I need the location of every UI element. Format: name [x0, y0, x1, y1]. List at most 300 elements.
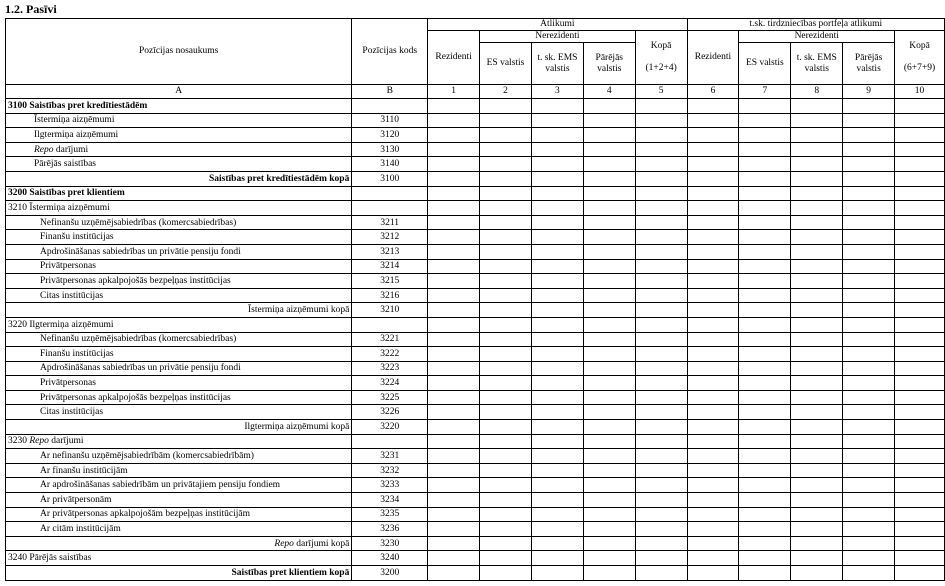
value-cell-col-7[interactable] — [739, 230, 791, 245]
value-cell-col-5[interactable] — [635, 128, 687, 143]
value-cell-col-5[interactable] — [635, 390, 687, 405]
value-cell-col-10[interactable] — [895, 259, 945, 274]
value-cell-col-4[interactable] — [583, 317, 635, 332]
value-cell-col-9[interactable] — [843, 463, 895, 478]
value-cell-col-5[interactable] — [635, 215, 687, 230]
value-cell-col-8[interactable] — [791, 507, 843, 522]
value-cell-col-2[interactable] — [480, 536, 532, 551]
value-cell-col-4[interactable] — [583, 522, 635, 537]
value-cell-col-10[interactable] — [895, 347, 945, 362]
value-cell-col-4[interactable] — [583, 157, 635, 172]
value-cell-col-10[interactable] — [895, 449, 945, 464]
value-cell-col-8[interactable] — [791, 303, 843, 318]
value-cell-col-1[interactable] — [428, 186, 480, 201]
value-cell-col-1[interactable] — [428, 171, 480, 186]
value-cell-col-4[interactable] — [583, 551, 635, 566]
value-cell-col-8[interactable] — [791, 332, 843, 347]
value-cell-col-4[interactable] — [583, 99, 635, 114]
value-cell-col-8[interactable] — [791, 361, 843, 376]
value-cell-col-10[interactable] — [895, 551, 945, 566]
value-cell-col-9[interactable] — [843, 536, 895, 551]
value-cell-col-5[interactable] — [635, 493, 687, 508]
value-cell-col-3[interactable] — [531, 566, 583, 581]
value-cell-col-7[interactable] — [739, 347, 791, 362]
value-cell-col-5[interactable] — [635, 463, 687, 478]
value-cell-col-7[interactable] — [739, 420, 791, 435]
value-cell-col-5[interactable] — [635, 332, 687, 347]
value-cell-col-5[interactable] — [635, 303, 687, 318]
value-cell-col-6[interactable] — [687, 128, 739, 143]
value-cell-col-10[interactable] — [895, 478, 945, 493]
value-cell-col-6[interactable] — [687, 274, 739, 289]
value-cell-col-9[interactable] — [843, 99, 895, 114]
value-cell-col-1[interactable] — [428, 405, 480, 420]
value-cell-col-6[interactable] — [687, 405, 739, 420]
value-cell-col-9[interactable] — [843, 347, 895, 362]
value-cell-col-7[interactable] — [739, 376, 791, 391]
value-cell-col-6[interactable] — [687, 449, 739, 464]
value-cell-col-6[interactable] — [687, 536, 739, 551]
value-cell-col-7[interactable] — [739, 128, 791, 143]
value-cell-col-5[interactable] — [635, 566, 687, 581]
value-cell-col-8[interactable] — [791, 215, 843, 230]
value-cell-col-4[interactable] — [583, 536, 635, 551]
value-cell-col-3[interactable] — [531, 215, 583, 230]
value-cell-col-5[interactable] — [635, 201, 687, 216]
value-cell-col-2[interactable] — [480, 420, 532, 435]
value-cell-col-2[interactable] — [480, 244, 532, 259]
value-cell-col-5[interactable] — [635, 157, 687, 172]
value-cell-col-3[interactable] — [531, 113, 583, 128]
value-cell-col-7[interactable] — [739, 449, 791, 464]
value-cell-col-1[interactable] — [428, 215, 480, 230]
value-cell-col-3[interactable] — [531, 142, 583, 157]
value-cell-col-7[interactable] — [739, 405, 791, 420]
value-cell-col-8[interactable] — [791, 434, 843, 449]
value-cell-col-3[interactable] — [531, 390, 583, 405]
value-cell-col-9[interactable] — [843, 449, 895, 464]
value-cell-col-10[interactable] — [895, 142, 945, 157]
value-cell-col-4[interactable] — [583, 478, 635, 493]
value-cell-col-10[interactable] — [895, 536, 945, 551]
value-cell-col-9[interactable] — [843, 361, 895, 376]
value-cell-col-4[interactable] — [583, 259, 635, 274]
value-cell-col-5[interactable] — [635, 259, 687, 274]
value-cell-col-3[interactable] — [531, 171, 583, 186]
value-cell-col-1[interactable] — [428, 522, 480, 537]
value-cell-col-10[interactable] — [895, 332, 945, 347]
value-cell-col-6[interactable] — [687, 434, 739, 449]
value-cell-col-3[interactable] — [531, 361, 583, 376]
value-cell-col-7[interactable] — [739, 332, 791, 347]
value-cell-col-2[interactable] — [480, 288, 532, 303]
value-cell-col-5[interactable] — [635, 244, 687, 259]
value-cell-col-7[interactable] — [739, 113, 791, 128]
value-cell-col-9[interactable] — [843, 507, 895, 522]
value-cell-col-9[interactable] — [843, 288, 895, 303]
value-cell-col-9[interactable] — [843, 157, 895, 172]
value-cell-col-1[interactable] — [428, 99, 480, 114]
value-cell-col-9[interactable] — [843, 128, 895, 143]
value-cell-col-2[interactable] — [480, 303, 532, 318]
value-cell-col-7[interactable] — [739, 186, 791, 201]
value-cell-col-4[interactable] — [583, 376, 635, 391]
value-cell-col-8[interactable] — [791, 463, 843, 478]
value-cell-col-6[interactable] — [687, 186, 739, 201]
value-cell-col-2[interactable] — [480, 493, 532, 508]
value-cell-col-7[interactable] — [739, 171, 791, 186]
value-cell-col-5[interactable] — [635, 113, 687, 128]
value-cell-col-9[interactable] — [843, 420, 895, 435]
value-cell-col-10[interactable] — [895, 215, 945, 230]
value-cell-col-6[interactable] — [687, 347, 739, 362]
value-cell-col-2[interactable] — [480, 522, 532, 537]
value-cell-col-10[interactable] — [895, 376, 945, 391]
value-cell-col-4[interactable] — [583, 171, 635, 186]
value-cell-col-5[interactable] — [635, 186, 687, 201]
value-cell-col-3[interactable] — [531, 405, 583, 420]
value-cell-col-5[interactable] — [635, 171, 687, 186]
value-cell-col-8[interactable] — [791, 493, 843, 508]
value-cell-col-1[interactable] — [428, 244, 480, 259]
value-cell-col-8[interactable] — [791, 171, 843, 186]
value-cell-col-7[interactable] — [739, 259, 791, 274]
value-cell-col-7[interactable] — [739, 303, 791, 318]
value-cell-col-9[interactable] — [843, 215, 895, 230]
value-cell-col-3[interactable] — [531, 332, 583, 347]
value-cell-col-6[interactable] — [687, 244, 739, 259]
value-cell-col-7[interactable] — [739, 157, 791, 172]
value-cell-col-8[interactable] — [791, 186, 843, 201]
value-cell-col-2[interactable] — [480, 259, 532, 274]
value-cell-col-7[interactable] — [739, 493, 791, 508]
value-cell-col-8[interactable] — [791, 376, 843, 391]
value-cell-col-3[interactable] — [531, 201, 583, 216]
value-cell-col-9[interactable] — [843, 434, 895, 449]
value-cell-col-5[interactable] — [635, 274, 687, 289]
value-cell-col-9[interactable] — [843, 186, 895, 201]
value-cell-col-1[interactable] — [428, 288, 480, 303]
value-cell-col-10[interactable] — [895, 186, 945, 201]
value-cell-col-1[interactable] — [428, 478, 480, 493]
value-cell-col-9[interactable] — [843, 332, 895, 347]
value-cell-col-8[interactable] — [791, 244, 843, 259]
value-cell-col-6[interactable] — [687, 493, 739, 508]
value-cell-col-6[interactable] — [687, 157, 739, 172]
value-cell-col-3[interactable] — [531, 186, 583, 201]
value-cell-col-5[interactable] — [635, 478, 687, 493]
value-cell-col-9[interactable] — [843, 230, 895, 245]
value-cell-col-6[interactable] — [687, 259, 739, 274]
value-cell-col-2[interactable] — [480, 317, 532, 332]
value-cell-col-5[interactable] — [635, 317, 687, 332]
value-cell-col-2[interactable] — [480, 551, 532, 566]
value-cell-col-7[interactable] — [739, 244, 791, 259]
value-cell-col-2[interactable] — [480, 566, 532, 581]
value-cell-col-9[interactable] — [843, 317, 895, 332]
value-cell-col-9[interactable] — [843, 522, 895, 537]
value-cell-col-8[interactable] — [791, 405, 843, 420]
value-cell-col-6[interactable] — [687, 420, 739, 435]
value-cell-col-3[interactable] — [531, 317, 583, 332]
value-cell-col-3[interactable] — [531, 230, 583, 245]
value-cell-col-5[interactable] — [635, 347, 687, 362]
value-cell-col-4[interactable] — [583, 434, 635, 449]
value-cell-col-8[interactable] — [791, 566, 843, 581]
value-cell-col-3[interactable] — [531, 99, 583, 114]
value-cell-col-2[interactable] — [480, 449, 532, 464]
value-cell-col-8[interactable] — [791, 201, 843, 216]
value-cell-col-2[interactable] — [480, 171, 532, 186]
value-cell-col-9[interactable] — [843, 142, 895, 157]
value-cell-col-8[interactable] — [791, 274, 843, 289]
value-cell-col-7[interactable] — [739, 99, 791, 114]
value-cell-col-2[interactable] — [480, 507, 532, 522]
value-cell-col-2[interactable] — [480, 157, 532, 172]
value-cell-col-7[interactable] — [739, 434, 791, 449]
value-cell-col-3[interactable] — [531, 522, 583, 537]
value-cell-col-10[interactable] — [895, 493, 945, 508]
value-cell-col-9[interactable] — [843, 376, 895, 391]
value-cell-col-1[interactable] — [428, 142, 480, 157]
value-cell-col-3[interactable] — [531, 128, 583, 143]
value-cell-col-2[interactable] — [480, 201, 532, 216]
value-cell-col-10[interactable] — [895, 405, 945, 420]
value-cell-col-10[interactable] — [895, 361, 945, 376]
value-cell-col-4[interactable] — [583, 303, 635, 318]
value-cell-col-4[interactable] — [583, 230, 635, 245]
value-cell-col-6[interactable] — [687, 390, 739, 405]
value-cell-col-9[interactable] — [843, 171, 895, 186]
value-cell-col-8[interactable] — [791, 259, 843, 274]
value-cell-col-10[interactable] — [895, 507, 945, 522]
value-cell-col-1[interactable] — [428, 274, 480, 289]
value-cell-col-1[interactable] — [428, 434, 480, 449]
value-cell-col-7[interactable] — [739, 274, 791, 289]
value-cell-col-2[interactable] — [480, 434, 532, 449]
value-cell-col-10[interactable] — [895, 390, 945, 405]
value-cell-col-4[interactable] — [583, 420, 635, 435]
value-cell-col-10[interactable] — [895, 230, 945, 245]
value-cell-col-4[interactable] — [583, 274, 635, 289]
value-cell-col-10[interactable] — [895, 99, 945, 114]
value-cell-col-4[interactable] — [583, 463, 635, 478]
value-cell-col-1[interactable] — [428, 303, 480, 318]
value-cell-col-3[interactable] — [531, 463, 583, 478]
value-cell-col-10[interactable] — [895, 522, 945, 537]
value-cell-col-8[interactable] — [791, 142, 843, 157]
value-cell-col-9[interactable] — [843, 244, 895, 259]
value-cell-col-10[interactable] — [895, 420, 945, 435]
value-cell-col-6[interactable] — [687, 361, 739, 376]
value-cell-col-3[interactable] — [531, 274, 583, 289]
value-cell-col-3[interactable] — [531, 420, 583, 435]
value-cell-col-1[interactable] — [428, 361, 480, 376]
value-cell-col-3[interactable] — [531, 288, 583, 303]
value-cell-col-4[interactable] — [583, 449, 635, 464]
value-cell-col-4[interactable] — [583, 186, 635, 201]
value-cell-col-1[interactable] — [428, 347, 480, 362]
value-cell-col-3[interactable] — [531, 347, 583, 362]
value-cell-col-10[interactable] — [895, 463, 945, 478]
value-cell-col-3[interactable] — [531, 376, 583, 391]
value-cell-col-8[interactable] — [791, 347, 843, 362]
value-cell-col-4[interactable] — [583, 113, 635, 128]
value-cell-col-1[interactable] — [428, 157, 480, 172]
value-cell-col-2[interactable] — [480, 405, 532, 420]
value-cell-col-1[interactable] — [428, 201, 480, 216]
value-cell-col-2[interactable] — [480, 347, 532, 362]
value-cell-col-10[interactable] — [895, 157, 945, 172]
value-cell-col-2[interactable] — [480, 99, 532, 114]
value-cell-col-9[interactable] — [843, 566, 895, 581]
value-cell-col-2[interactable] — [480, 332, 532, 347]
value-cell-col-10[interactable] — [895, 317, 945, 332]
value-cell-col-2[interactable] — [480, 215, 532, 230]
value-cell-col-10[interactable] — [895, 274, 945, 289]
value-cell-col-3[interactable] — [531, 157, 583, 172]
value-cell-col-8[interactable] — [791, 113, 843, 128]
value-cell-col-4[interactable] — [583, 288, 635, 303]
value-cell-col-4[interactable] — [583, 390, 635, 405]
value-cell-col-1[interactable] — [428, 390, 480, 405]
value-cell-col-9[interactable] — [843, 259, 895, 274]
value-cell-col-1[interactable] — [428, 566, 480, 581]
value-cell-col-7[interactable] — [739, 361, 791, 376]
value-cell-col-3[interactable] — [531, 507, 583, 522]
value-cell-col-4[interactable] — [583, 142, 635, 157]
value-cell-col-7[interactable] — [739, 288, 791, 303]
value-cell-col-5[interactable] — [635, 142, 687, 157]
value-cell-col-3[interactable] — [531, 259, 583, 274]
value-cell-col-2[interactable] — [480, 463, 532, 478]
value-cell-col-10[interactable] — [895, 434, 945, 449]
value-cell-col-6[interactable] — [687, 113, 739, 128]
value-cell-col-8[interactable] — [791, 551, 843, 566]
value-cell-col-5[interactable] — [635, 536, 687, 551]
value-cell-col-8[interactable] — [791, 99, 843, 114]
value-cell-col-6[interactable] — [687, 551, 739, 566]
value-cell-col-1[interactable] — [428, 317, 480, 332]
value-cell-col-10[interactable] — [895, 303, 945, 318]
value-cell-col-10[interactable] — [895, 244, 945, 259]
value-cell-col-8[interactable] — [791, 157, 843, 172]
value-cell-col-3[interactable] — [531, 303, 583, 318]
value-cell-col-1[interactable] — [428, 376, 480, 391]
value-cell-col-7[interactable] — [739, 536, 791, 551]
value-cell-col-6[interactable] — [687, 99, 739, 114]
value-cell-col-8[interactable] — [791, 128, 843, 143]
value-cell-col-9[interactable] — [843, 478, 895, 493]
value-cell-col-8[interactable] — [791, 536, 843, 551]
value-cell-col-5[interactable] — [635, 99, 687, 114]
value-cell-col-6[interactable] — [687, 215, 739, 230]
value-cell-col-6[interactable] — [687, 478, 739, 493]
value-cell-col-8[interactable] — [791, 522, 843, 537]
value-cell-col-9[interactable] — [843, 405, 895, 420]
value-cell-col-2[interactable] — [480, 186, 532, 201]
value-cell-col-8[interactable] — [791, 449, 843, 464]
value-cell-col-4[interactable] — [583, 201, 635, 216]
value-cell-col-8[interactable] — [791, 478, 843, 493]
value-cell-col-9[interactable] — [843, 201, 895, 216]
value-cell-col-1[interactable] — [428, 493, 480, 508]
value-cell-col-1[interactable] — [428, 420, 480, 435]
value-cell-col-7[interactable] — [739, 522, 791, 537]
value-cell-col-10[interactable] — [895, 288, 945, 303]
value-cell-col-7[interactable] — [739, 201, 791, 216]
value-cell-col-3[interactable] — [531, 449, 583, 464]
value-cell-col-7[interactable] — [739, 566, 791, 581]
value-cell-col-8[interactable] — [791, 420, 843, 435]
value-cell-col-8[interactable] — [791, 390, 843, 405]
value-cell-col-5[interactable] — [635, 551, 687, 566]
value-cell-col-6[interactable] — [687, 288, 739, 303]
value-cell-col-10[interactable] — [895, 201, 945, 216]
value-cell-col-4[interactable] — [583, 405, 635, 420]
value-cell-col-3[interactable] — [531, 551, 583, 566]
value-cell-col-10[interactable] — [895, 113, 945, 128]
value-cell-col-2[interactable] — [480, 113, 532, 128]
value-cell-col-3[interactable] — [531, 478, 583, 493]
value-cell-col-8[interactable] — [791, 230, 843, 245]
value-cell-col-10[interactable] — [895, 566, 945, 581]
value-cell-col-1[interactable] — [428, 230, 480, 245]
value-cell-col-2[interactable] — [480, 128, 532, 143]
value-cell-col-6[interactable] — [687, 317, 739, 332]
value-cell-col-5[interactable] — [635, 434, 687, 449]
value-cell-col-1[interactable] — [428, 259, 480, 274]
value-cell-col-6[interactable] — [687, 171, 739, 186]
value-cell-col-6[interactable] — [687, 142, 739, 157]
value-cell-col-4[interactable] — [583, 347, 635, 362]
value-cell-col-5[interactable] — [635, 449, 687, 464]
value-cell-col-6[interactable] — [687, 303, 739, 318]
value-cell-col-1[interactable] — [428, 449, 480, 464]
value-cell-col-9[interactable] — [843, 390, 895, 405]
value-cell-col-4[interactable] — [583, 332, 635, 347]
value-cell-col-5[interactable] — [635, 361, 687, 376]
value-cell-col-9[interactable] — [843, 274, 895, 289]
value-cell-col-9[interactable] — [843, 303, 895, 318]
value-cell-col-5[interactable] — [635, 507, 687, 522]
value-cell-col-5[interactable] — [635, 230, 687, 245]
value-cell-col-10[interactable] — [895, 128, 945, 143]
value-cell-col-7[interactable] — [739, 215, 791, 230]
value-cell-col-4[interactable] — [583, 361, 635, 376]
value-cell-col-3[interactable] — [531, 244, 583, 259]
value-cell-col-4[interactable] — [583, 215, 635, 230]
value-cell-col-3[interactable] — [531, 434, 583, 449]
value-cell-col-1[interactable] — [428, 113, 480, 128]
value-cell-col-7[interactable] — [739, 478, 791, 493]
value-cell-col-7[interactable] — [739, 507, 791, 522]
value-cell-col-1[interactable] — [428, 536, 480, 551]
value-cell-col-7[interactable] — [739, 551, 791, 566]
value-cell-col-6[interactable] — [687, 230, 739, 245]
value-cell-col-6[interactable] — [687, 507, 739, 522]
value-cell-col-7[interactable] — [739, 390, 791, 405]
value-cell-col-2[interactable] — [480, 142, 532, 157]
value-cell-col-5[interactable] — [635, 420, 687, 435]
value-cell-col-6[interactable] — [687, 463, 739, 478]
value-cell-col-6[interactable] — [687, 566, 739, 581]
value-cell-col-5[interactable] — [635, 522, 687, 537]
value-cell-col-9[interactable] — [843, 113, 895, 128]
value-cell-col-6[interactable] — [687, 201, 739, 216]
value-cell-col-3[interactable] — [531, 493, 583, 508]
value-cell-col-4[interactable] — [583, 128, 635, 143]
